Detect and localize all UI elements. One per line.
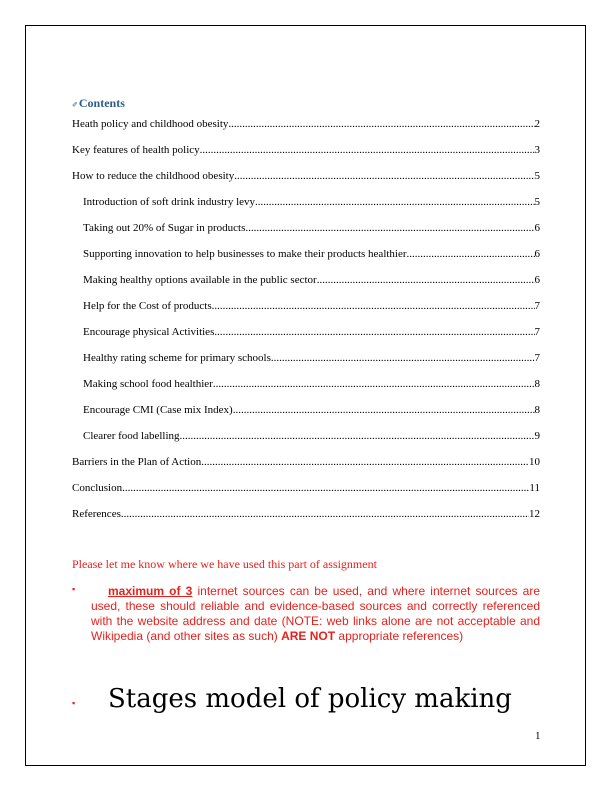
toc-entry-title: Taking out 20% of Sugar in products	[83, 222, 246, 234]
toc-entry[interactable]	[72, 403, 540, 429]
toc-entry-title: Encourage CMI (Case mix Index)	[83, 404, 233, 416]
toc-entry-title: Introduction of soft drink industry levy	[83, 196, 256, 208]
toc-leader-dots	[245, 221, 534, 235]
toc-leader-dots	[255, 195, 534, 209]
toc-leader-dots	[228, 117, 534, 131]
table-of-contents	[72, 117, 540, 533]
sources-text-part2: appropriate references)	[335, 629, 464, 643]
toc-entry[interactable]	[72, 143, 540, 169]
toc-leader-dots	[201, 455, 529, 469]
toc-entry-title: Healthy rating scheme for primary schools	[83, 352, 271, 364]
toc-entry-page: 3	[534, 144, 540, 156]
toc-entry[interactable]	[72, 221, 540, 247]
stages-heading-text: Stages model of policy making	[108, 684, 512, 714]
stages-heading	[72, 684, 512, 714]
sources-bullet	[72, 584, 540, 644]
toc-entry-page: 2	[534, 118, 540, 130]
toc-entry-title: Conclusion	[72, 482, 123, 494]
toc-entry[interactable]	[72, 351, 540, 377]
toc-entry[interactable]	[72, 273, 540, 299]
toc-entry[interactable]	[72, 429, 540, 455]
toc-leader-dots	[233, 403, 535, 417]
toc-entry-page: 5	[534, 196, 540, 208]
toc-entry[interactable]	[72, 169, 540, 195]
toc-entry[interactable]	[72, 299, 540, 325]
page-number: 1	[535, 730, 541, 742]
toc-entry[interactable]	[72, 247, 540, 273]
toc-entry-title: How to reduce the childhood obesity	[72, 170, 235, 182]
toc-anchor-icon: ✐	[72, 101, 78, 109]
toc-leader-dots	[213, 377, 535, 391]
max-sources-emphasis: maximum of 3	[108, 584, 193, 598]
toc-entry-page: 6	[534, 222, 540, 234]
toc-entry-page: 12	[529, 508, 540, 520]
toc-leader-dots	[407, 247, 535, 261]
toc-entry-page: 7	[534, 326, 540, 338]
toc-entry-title: Encourage physical Activities	[83, 326, 215, 338]
toc-entry-title: Heath policy and childhood obesity	[72, 118, 229, 130]
toc-entry-page: 5	[534, 170, 540, 182]
toc-leader-dots	[234, 169, 534, 183]
toc-leader-dots	[121, 507, 529, 521]
toc-leader-dots	[122, 481, 529, 495]
toc-entry-page: 10	[529, 456, 540, 468]
toc-entry-page: 6	[534, 274, 540, 286]
toc-leader-dots	[212, 299, 535, 313]
toc-entry-title: References	[72, 508, 121, 520]
toc-heading	[72, 96, 125, 111]
toc-leader-dots	[214, 325, 534, 339]
toc-entry-title: Help for the Cost of products	[83, 300, 212, 312]
request-note: Please let me know where we have used this part of assignment	[72, 557, 377, 571]
toc-entry-title: Clearer food labelling	[83, 430, 180, 442]
bullet-icon: ▪	[72, 698, 76, 708]
toc-heading-text: Contents	[78, 96, 125, 110]
toc-entry-title: Supporting innovation to help businesses to make their products healthier	[83, 248, 407, 260]
sources-text-part1: internet sources can be used, and where internet sources are used, these should reliable and evidence-based sources and correctly referenced with the website address and date (NOTE: web links alone are not acceptable and Wikipedia (and other sites as such)	[91, 584, 540, 643]
toc-entry[interactable]	[72, 117, 540, 143]
toc-entry[interactable]	[72, 377, 540, 403]
toc-entry-page: 8	[534, 378, 540, 390]
toc-entry-title: Key features of health policy	[72, 144, 200, 156]
toc-entry-page: 7	[534, 352, 540, 364]
bullet-icon: ▪	[72, 584, 76, 594]
toc-leader-dots	[271, 351, 535, 365]
toc-entry[interactable]	[72, 481, 540, 507]
toc-leader-dots	[180, 429, 535, 443]
toc-entry-title: Barriers in the Plan of Action	[72, 456, 202, 468]
toc-leader-dots	[200, 143, 535, 157]
are-not-emphasis: ARE NOT	[281, 629, 336, 643]
toc-entry-title: Making healthy options available in the public sector	[83, 274, 317, 286]
toc-leader-dots	[317, 273, 535, 287]
toc-entry-page: 6	[534, 248, 540, 260]
toc-entry[interactable]	[72, 195, 540, 221]
toc-entry-page: 8	[534, 404, 540, 416]
toc-entry[interactable]	[72, 455, 540, 481]
toc-entry[interactable]	[72, 507, 540, 533]
toc-entry-page: 7	[534, 300, 540, 312]
sources-bullet-text	[91, 584, 540, 644]
toc-entry-page: 9	[534, 430, 540, 442]
toc-entry-title: Making school food healthier	[83, 378, 213, 390]
toc-entry[interactable]	[72, 325, 540, 351]
toc-entry-page: 11	[529, 482, 540, 494]
